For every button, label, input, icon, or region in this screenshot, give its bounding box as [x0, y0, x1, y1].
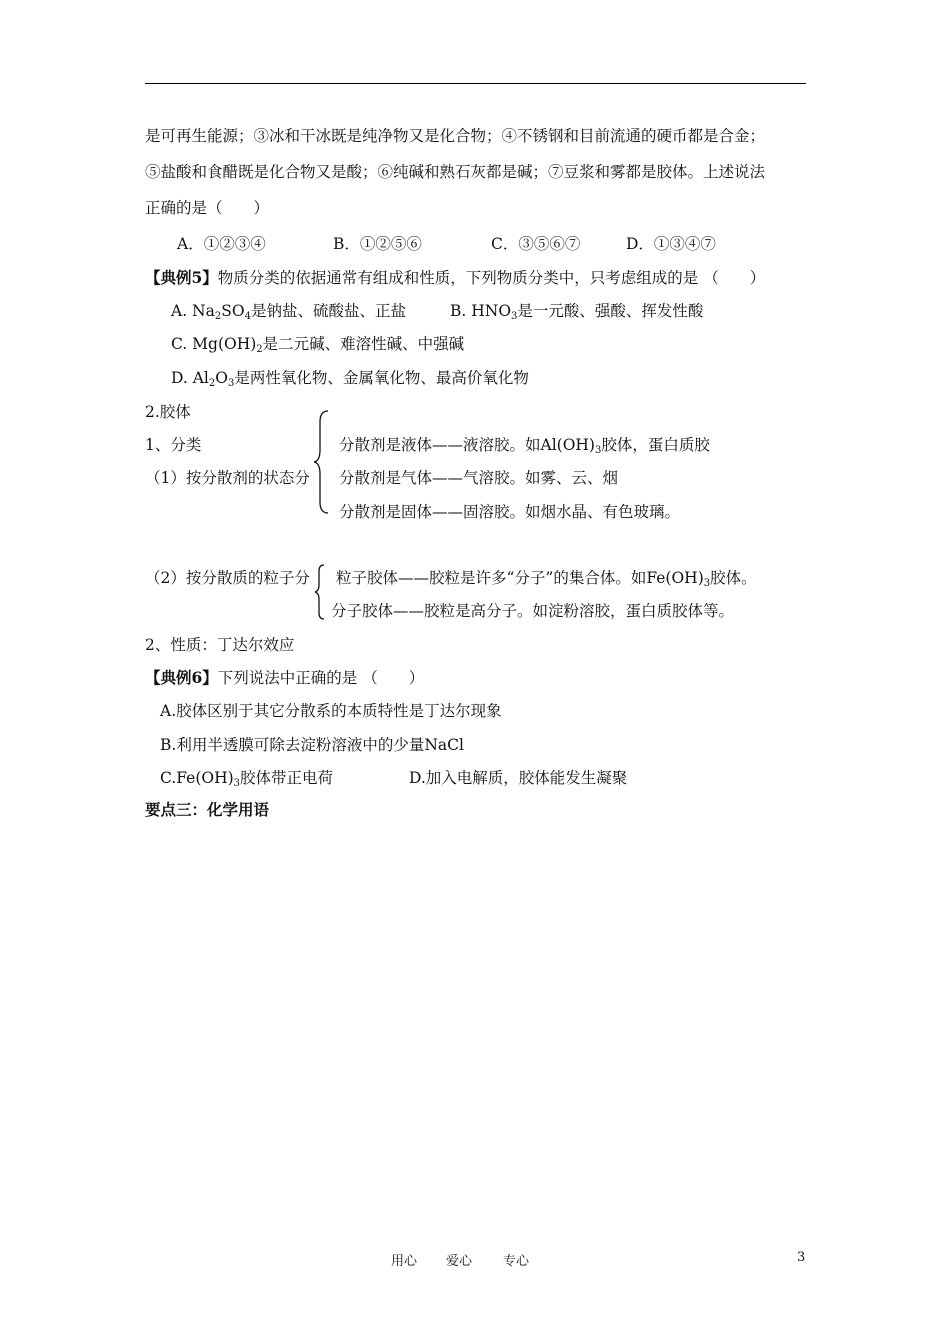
example-question: 下列说法中正确的是 （ ） [217, 669, 425, 687]
option-a: A．①②③④ [177, 235, 266, 253]
ex5-option-b: B. $HNO_3$是一元酸、强酸、挥发性酸 [450, 302, 704, 322]
text-line: ⑤盐酸和食醋既是化合物又是酸；⑥纯碱和熟石灰都是碱；⑦豆浆和雾都是胶体。上述说法 [145, 163, 766, 181]
ex6-option-c: $C.Fe(OH)_3$胶体带正电荷 [160, 769, 334, 789]
particle-colloid: 粒子胶体——胶粒是许多“分子”的集合体。如$Fe(OH)_3$胶体。 [336, 569, 757, 589]
classify-by-state: （1）按分散剂的状态分 [145, 469, 310, 487]
ex6-option-b: B.利用半透膜可除去淀粉溶液中的少量NaCl [160, 736, 464, 754]
footer-motto-3: 专心 [503, 1254, 530, 1269]
header-rule [145, 83, 806, 84]
ex5-option-d: D. $Al_2O_3$是两性氧化物、金属氧化物、最高价氧化物 [171, 369, 529, 389]
ex5-option-a: A. $Na_2SO_4$是钠盐、硫酸盐、正盐 [171, 302, 406, 322]
option-d: D．①③④⑦ [626, 235, 716, 253]
brace-icon [314, 563, 328, 621]
option-c: C．③⑤⑥⑦ [491, 235, 581, 253]
example-tag: 【典例6】 [145, 668, 218, 687]
property-heading: 2、性质：丁达尔效应 [145, 636, 295, 654]
gas-sol: 分散剂是气体——气溶胶。如雾、云、烟 [339, 469, 619, 487]
classify-by-particle: （2）按分散质的粒子分 [145, 569, 310, 587]
brace-icon [312, 408, 334, 516]
example-question: 物质分类的依据通常有组成和性质，下列物质分类中，只考虑组成的是 （ ） [217, 269, 766, 287]
liquid-sol: 分散剂是液体——液溶胶。如$Al(OH)_3$胶体，蛋白质胶 [339, 436, 710, 456]
example-6 [145, 668, 424, 688]
ex6-option-d: D.加入电解质，胶体能发生凝聚 [409, 769, 628, 787]
sub-heading: 1、分类 [145, 436, 202, 454]
example-tag: 【典例5】 [145, 268, 218, 287]
footer-motto-2: 爱心 [446, 1254, 473, 1269]
example-5 [145, 268, 765, 288]
ex6-option-a: A.胶体区别于其它分散系的本质特性是丁达尔现象 [160, 702, 502, 720]
key-point-heading: 要点三：化学用语 [145, 800, 270, 819]
option-b: B．①②⑤⑥ [333, 235, 422, 253]
page-number: 3 [797, 1250, 806, 1265]
text-line: 是可再生能源；③冰和干冰既是纯净物又是化合物；④不锈钢和目前流通的硬币都是合金； [145, 127, 766, 145]
footer-motto-1: 用心 [391, 1254, 418, 1269]
ex5-option-c: C. $Mg(OH)_2$是二元碱、难溶性碱、中强碱 [171, 335, 465, 355]
text-line: 正确的是（ ） [145, 199, 270, 217]
molecule-colloid: 分子胶体——胶粒是高分子。如淀粉溶胶，蛋白质胶体等。 [331, 602, 735, 620]
solid-sol: 分散剂是固体——固溶胶。如烟水晶、有色玻璃。 [339, 503, 681, 521]
section-heading: 2.胶体 [145, 403, 191, 421]
